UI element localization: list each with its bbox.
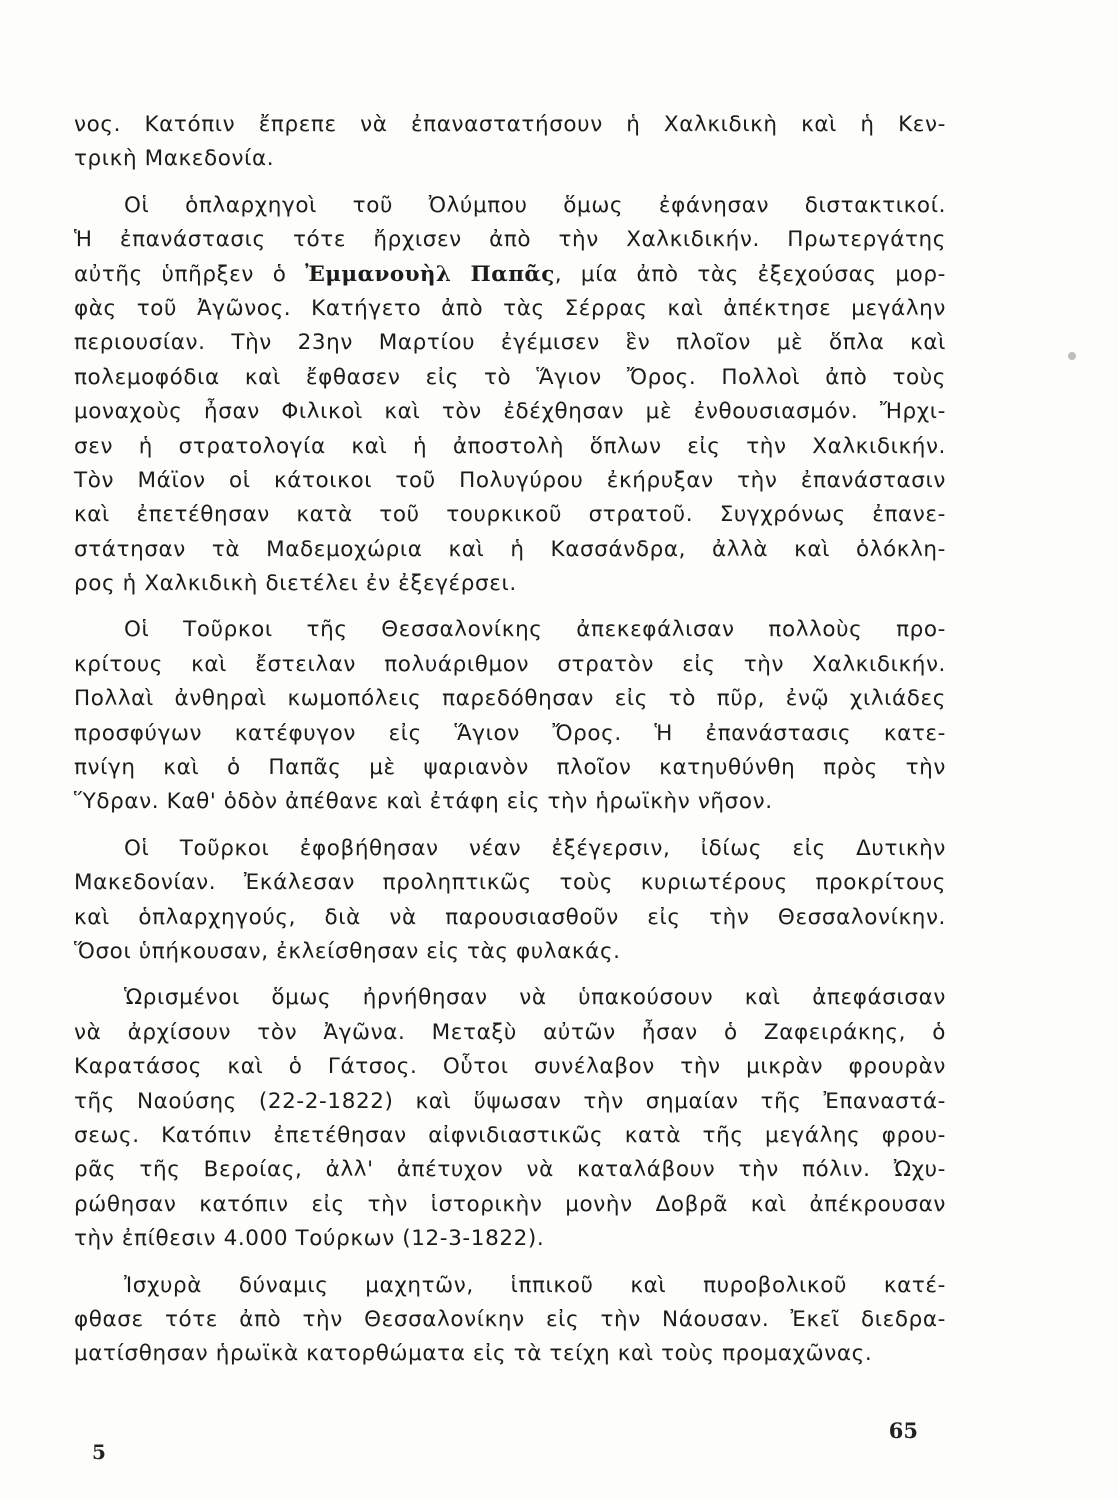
text-line: καὶ ὁπλαρχηγούς, διὰ νὰ παρουσιασθοῦν εἰς τὴν Θεσσαλονίκην.	[74, 904, 946, 930]
text-line: φθασε τότε ἀπὸ τὴν Θεσσαλονίκην εἰς τὴν Νάουσαν. Ἐκεῖ διεδρα-	[74, 1306, 946, 1332]
text-column	[74, 108, 946, 1372]
text-line: Ὡρισμένοι ὅμως ἠρνήθησαν νὰ ὑπακούσουν καὶ ἀπεφάσισαν	[124, 985, 946, 1011]
text-line: Οἱ ὁπλαρχηγοὶ τοῦ Ὀλύμπου ὅμως ἐφάνησαν διστακτικοί.	[124, 192, 946, 218]
paragraph-gap	[74, 969, 946, 981]
text-line: τῆς Ναούσης (22-2-1822) καὶ ὕψωσαν τὴν σημαίαν τῆς Ἐπαναστά-	[74, 1088, 946, 1114]
paragraph	[74, 189, 946, 602]
text-line: στάτησαν τὰ Μαδεμοχώρια καὶ ἡ Κασσάνδρα, ἀλλὰ καὶ ὁλόκλη-	[74, 536, 946, 562]
text-line: τὴν ἐπίθεσιν 4.000 Τούρκων (12-3-1822).	[74, 1226, 545, 1252]
paragraph	[74, 832, 946, 970]
text-line: φὰς τοῦ Ἀγῶνος. Κατήγετο ἀπὸ τὰς Σέρρας καὶ ἀπέκτησε μεγάλην	[74, 295, 946, 321]
text-line: ματίσθησαν ἡρωϊκὰ κατορθώματα εἰς τὰ τείχη καὶ τοὺς προμαχῶνας.	[74, 1341, 873, 1367]
paragraph	[74, 1269, 946, 1372]
signature-mark: 5	[92, 1440, 106, 1464]
text-line: νος. Κατόπιν ἔπρεπε νὰ ἐπαναστατήσουν ἡ Χαλκιδικὴ καὶ ἡ Κεν-	[74, 112, 946, 137]
text-line: πολεμοφόδια καὶ ἔφθασεν εἰς τὸ Ἅγιον Ὄρος. Πολλοὶ ἀπὸ τοὺς	[74, 364, 946, 390]
text-line: Ἰσχυρὰ δύναμις μαχητῶν, ἱππικοῦ καὶ πυροβολικοῦ κατέ-	[124, 1272, 946, 1298]
paragraph	[74, 981, 946, 1256]
paragraph-gap	[74, 820, 946, 832]
text-line: κρίτους καὶ ἔστειλαν πολυάριθμον στρατὸν εἰς τὴν Χαλκιδικήν.	[74, 651, 946, 677]
text-line: προσφύγων κατέφυγον εἰς Ἅγιον Ὄρος. Ἡ ἐπανάστασις κατε-	[74, 720, 946, 746]
text-line: ρος ἡ Χαλκιδικὴ διετέλει ἐν ἐξεγέρσει.	[74, 571, 517, 597]
text-line: καὶ ἐπετέθησαν κατὰ τοῦ τουρκικοῦ στρατοῦ. Συγχρόνως ἐπανε-	[74, 502, 946, 528]
page-number: 65	[888, 1418, 918, 1443]
text-line: Ὕδραν. Καθ' ὁδὸν ἀπέθανε καὶ ἐτάφη εἰς τὴν ἡρωϊκὴν νῆσον.	[74, 789, 773, 815]
text-line: Καρατάσος καὶ ὁ Γάτσος. Οὗτοι συνέλαβον τὴν μικρὰν φρουρὰν	[74, 1054, 946, 1080]
text-line: Ὅσοι ὑπήκουσαν, ἐκλείσθησαν εἰς τὰς φυλακάς.	[74, 938, 621, 964]
text-line: Μακεδονίαν. Ἐκάλεσαν προληπτικῶς τοὺς κυριωτέρους προκρίτους	[74, 870, 946, 896]
text-line: Οἱ Τοῦρκοι τῆς Θεσσαλονίκης ἀπεκεφάλισαν πολλοὺς προ-	[124, 617, 946, 643]
text-line: Τὸν Μάϊον οἱ κάτοικοι τοῦ Πολυγύρου ἐκήρυξαν τὴν ἐπανάστασιν	[74, 467, 946, 493]
highlighted-name: Ἐμμανουὴλ Παπᾶς	[305, 261, 555, 287]
text-line: νὰ ἀρχίσουν τὸν Ἀγῶνα. Μεταξὺ αὐτῶν ἦσαν ὁ Ζαφειράκης, ὁ	[74, 1019, 946, 1045]
text-line: μοναχοὺς ἦσαν Φιλικοὶ καὶ τὸν ἐδέχθησαν μὲ ἐνθουσιασμόν. Ἤρχι-	[74, 399, 946, 425]
text-line: Ἡ ἐπανάστασις τότε ἤρχισεν ἀπὸ τὴν Χαλκιδικήν. Πρωτεργάτης	[74, 227, 946, 253]
text-line: σεως. Κατόπιν ἐπετέθησαν αἰφνιδιαστικῶς κατὰ τῆς μεγάλης φρου-	[74, 1122, 946, 1148]
text-line: Οἱ Τοῦρκοι ἐφοβήθησαν νέαν ἐξέγερσιν, ἰδίως εἰς Δυτικὴν	[124, 835, 946, 861]
paragraph-gap	[74, 601, 946, 613]
text-line: περιουσίαν. Τὴν 23ην Μαρτίου ἐγέμισεν ἓν πλοῖον μὲ ὅπλα καὶ	[74, 330, 946, 356]
text-line: ρώθησαν κατόπιν εἰς τὴν ἱστορικὴν μονὴν Δοβρᾶ καὶ ἀπέκρουσαν	[74, 1191, 946, 1217]
text-line: πνίγη καὶ ὁ Παπᾶς μὲ ψαριανὸν πλοῖον κατηυθύνθη πρὸς τὴν	[74, 755, 946, 781]
text-line: σεν ἡ στρατολογία καὶ ἡ ἀποστολὴ ὅπλων εἰς τὴν Χαλκιδικήν.	[74, 433, 946, 459]
paragraph-gap	[74, 1257, 946, 1269]
paragraph-gap	[74, 177, 946, 189]
text-line: ρᾶς τῆς Βεροίας, ἀλλ' ἀπέτυχον νὰ καταλάβουν τὴν πόλιν. Ὠχυ-	[74, 1157, 946, 1183]
text-line: αὐτῆς ὑπῆρξεν ὁ Ἐμμανουὴλ Παπᾶς, μία ἀπὸ τὰς ἐξεχούσας μορ-	[74, 261, 946, 287]
page-speck	[1068, 352, 1076, 360]
text-line: τρικὴ Μακεδονία.	[74, 146, 275, 172]
text-line: Πολλαὶ ἀνθηραὶ κωμοπόλεις παρεδόθησαν εἰς τὸ πῦρ, ἐνῷ χιλιάδες	[74, 686, 946, 712]
paragraph	[74, 613, 946, 819]
paragraph	[74, 108, 946, 177]
